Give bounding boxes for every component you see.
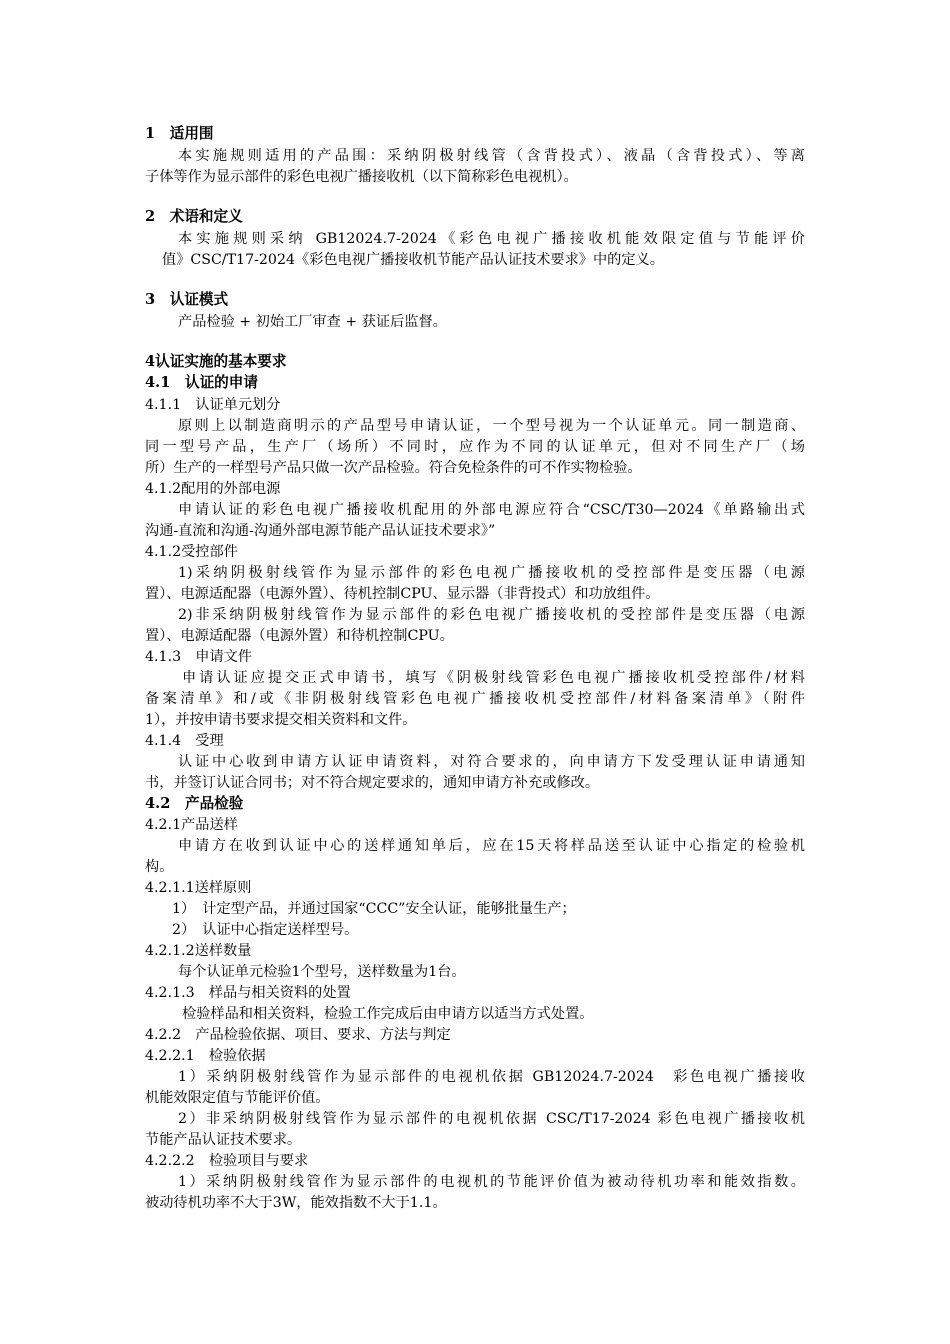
section-1-text: 子体等作为显示部件的彩色电视广播接收机（以下简称彩色电视机）。 xyxy=(145,169,578,185)
section-4-2-heading: 4.2 产品检验 xyxy=(145,795,244,812)
section-4-2-2-2-heading: 4.2.2.2 检验项目与要求 xyxy=(145,1153,309,1169)
paragraph-text: 书，并签订认证合同书；对不符合规定要求的，通知申请方补充或修改。 xyxy=(145,775,600,791)
list-item: 1） 计定型产品，并通过国家“CCC”安全认证，能够批量生产； xyxy=(172,901,576,917)
section-1-heading: 1 适用围 xyxy=(145,125,214,142)
paragraph-text: 置）、电源适配器（电源外置）和待机控制CPU。 xyxy=(145,628,454,644)
paragraph-text: 申请认证应提交正式申请书，填写《阴极射线管彩色电视广播接收机受控部件/材料 xyxy=(182,670,805,686)
paragraph-text: 沟通-直流和沟通-沟通外部电源节能产品认证技术要求》” xyxy=(145,523,496,539)
section-4-2-2-1-heading: 4.2.2.1 检验依据 xyxy=(145,1048,266,1064)
paragraph-text: 2）非采纳阴极射线管作为显示部件的电视机依据 CSC/T17-2024 彩色电视广播接收机 xyxy=(178,1111,805,1127)
paragraph-text: 2)非采纳阴极射线管作为显示部件的彩色电视广播接收机的受控部件是变压器（电源 xyxy=(178,607,805,623)
section-4-1-4-heading: 4.1.4 受理 xyxy=(145,733,224,749)
paragraph-text: 1）采纳阴极射线管作为显示部件的电视机依据 GB12024.7-2024 彩色电视广播接收 xyxy=(178,1069,805,1085)
section-4-2-2-heading: 4.2.2 产品检验依据、项目、要求、方法与判定 xyxy=(145,1027,451,1043)
paragraph-text: 申请方在收到认证中心的送样通知单后，应在15天将样品送至认证中心指定的检验机 xyxy=(178,838,805,854)
paragraph-text: 置）、电源适配器（电源外置）、待机控制CPU、显示器（非背投式）和功放组件。 xyxy=(145,586,660,602)
paragraph-text: 1）采纳阴极射线管作为显示部件的电视机的节能评价值为被动待机功率和能效指数。 xyxy=(178,1174,805,1190)
section-2-text: 本实施规则采纳 GB12024.7-2024《彩色电视广播接收机能效限定值与节能评价 xyxy=(178,231,805,247)
section-4-2-1-heading: 4.2.1产品送样 xyxy=(145,817,238,833)
paragraph-text: 备案清单》和/或《非阴极射线管彩色电视广播接收机受控部件/材料备案清单》（附件 xyxy=(145,691,805,707)
paragraph-text: 检验样品和相关资料，检验工作完成后由申请方以适当方式处置。 xyxy=(182,1006,594,1022)
paragraph-text: 被动待机功率不大于3W，能效指数不大于1.1。 xyxy=(145,1195,447,1211)
paragraph-text: 原则上以制造商明示的产品型号申请认证，一个型号视为一个认证单元。同一制造商、 xyxy=(178,418,805,434)
paragraph-text: 1），并按申请书要求提交相关资料和文件。 xyxy=(145,712,417,728)
section-2-heading: 2 术语和定义 xyxy=(145,208,243,225)
section-4-2-1-2-heading: 4.2.1.2送样数量 xyxy=(145,943,252,959)
paragraph-text: 1)采纳阴极射线管作为显示部件的彩色电视广播接收机的受控部件是变压器（电源 xyxy=(178,565,805,581)
paragraph-text: 节能产品认证技术要求。 xyxy=(145,1132,302,1148)
section-4-2-1-3-heading: 4.2.1.3 样品与相关资料的处置 xyxy=(145,985,351,1001)
section-4-heading: 4认证实施的基本要求 xyxy=(145,353,287,370)
section-1-text: 本实施规则适用的产品围：采纳阴极射线管（含背投式）、液晶（含背投式）、等离 xyxy=(178,148,805,164)
paragraph-text: 每个认证单元检验1个型号，送样数量为1台。 xyxy=(178,964,466,980)
section-4-1-1-heading: 4.1.1 认证单元划分 xyxy=(145,397,281,413)
paragraph-text: 同一型号产品，生产厂（场所）不同时，应作为不同的认证单元，但对不同生产厂（场 xyxy=(145,439,805,455)
paragraph-text: 认证中心收到申请方认证申请资料，对符合要求的，向申请方下发受理认证申请通知 xyxy=(178,754,805,770)
paragraph-text: 所）生产的一样型号产品只做一次产品检验。符合免检条件的可不作实物检验。 xyxy=(145,460,642,476)
section-3-text: 产品检验 + 初始工厂审查 + 获证后监督。 xyxy=(178,314,447,330)
section-2-text: 值》CSC/T17-2024《彩色电视广播接收机节能产品认证技术要求》中的定义。 xyxy=(162,252,664,268)
section-4-1-2-heading: 4.1.2受控部件 xyxy=(145,544,238,560)
paragraph-text: 机能效限定值与节能评价值。 xyxy=(145,1090,330,1106)
section-4-1-3-heading: 4.1.3 申请文件 xyxy=(145,649,253,665)
section-4-1-2-heading: 4.1.2配用的外部电源 xyxy=(145,481,281,497)
list-item: 2） 认证中心指定送样型号。 xyxy=(172,922,359,938)
paragraph-text: 申请认证的彩色电视广播接收机配用的外部电源应符合“CSC/T30—2024《单路输出式 xyxy=(178,502,805,518)
paragraph-text: 构。 xyxy=(145,859,174,875)
section-3-heading: 3 认证模式 xyxy=(145,291,229,308)
section-4-2-1-1-heading: 4.2.1.1送样原则 xyxy=(145,880,252,896)
section-4-1-heading: 4.1 认证的申请 xyxy=(145,374,258,391)
